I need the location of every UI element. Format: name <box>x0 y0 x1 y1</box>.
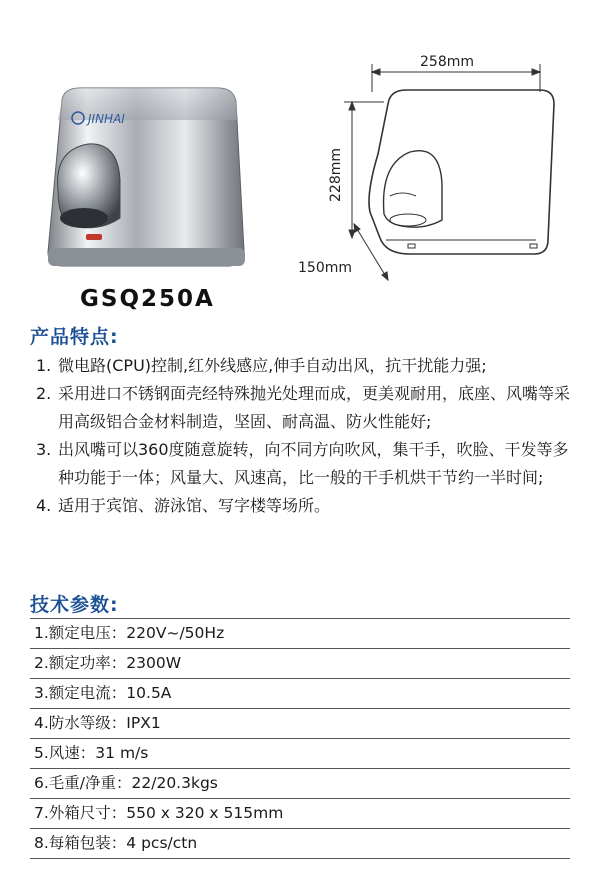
feature-item <box>36 492 576 520</box>
dimension-drawing <box>292 44 572 284</box>
sensor-light <box>86 234 102 240</box>
feature-number: 2. <box>36 384 52 403</box>
feature-item <box>36 380 576 436</box>
spec-row: 3.额定电流：10.5A <box>30 679 570 709</box>
features-title: 产品特点: <box>30 326 119 348</box>
spec-row: 8.每箱包装：4 pcs/ctn <box>30 829 570 859</box>
product-photo <box>40 80 250 280</box>
feature-text: 出风嘴可以360度随意旋转，向不同方向吹风，集干手，吹脸、干发等多种功能于一体；风量大、风速高，比一般的干手机烘干节约一半时间; <box>58 440 569 487</box>
feature-number: 1. <box>36 356 52 375</box>
depth-dimension-label: 150mm <box>298 260 352 276</box>
spec-row: 2.额定功率：2300W <box>30 649 570 679</box>
feature-number: 4. <box>36 496 52 515</box>
specs-title: 技术参数: <box>30 594 119 616</box>
feature-text: 采用进口不锈钢面壳经特殊抛光处理而成，更美观耐用，底座、风嘴等采用高级铝合金材料制造，坚固、耐高温、防火性能好; <box>58 384 571 431</box>
feature-text: 适用于宾馆、游泳馆、写字楼等场所。 <box>58 496 331 515</box>
feature-number: 3. <box>36 440 52 459</box>
model-number: GSQ250A <box>80 286 215 312</box>
features-list <box>36 352 576 520</box>
spec-row: 7.外箱尺寸：550 x 320 x 515mm <box>30 799 570 829</box>
specs-table <box>30 618 570 859</box>
feature-item <box>36 352 576 380</box>
spec-row: 5.风速：31 m/s <box>30 739 570 769</box>
height-dimension-label: 228mm <box>328 148 344 202</box>
spec-row: 6.毛重/净重：22/20.3kgs <box>30 769 570 799</box>
brand-logo: JINHAI <box>88 112 125 126</box>
width-dimension-label: 258mm <box>420 54 474 70</box>
feature-text: 微电路(CPU)控制,红外线感应,伸手自动出风，抗干扰能力强; <box>58 356 487 375</box>
feature-item <box>36 436 576 492</box>
spec-row: 4.防水等级：IPX1 <box>30 709 570 739</box>
spec-row: 1.额定电压：220V~/50Hz <box>30 618 570 649</box>
